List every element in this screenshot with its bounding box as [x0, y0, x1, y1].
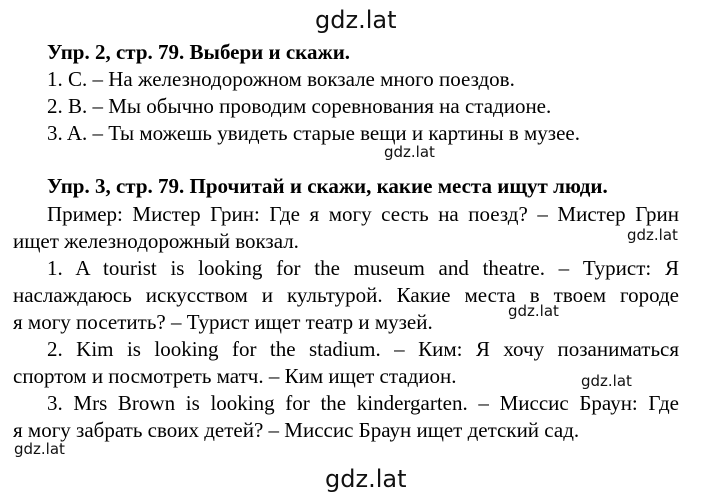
- exercise-2-heading: Упр. 2, стр. 79. Выбери и скажи.: [47, 40, 351, 64]
- exercise-3-line: 2. Kim is looking for the stadium. – Ким: Я хочу позаниматься: [47, 337, 679, 361]
- watermark: gdz.lat: [14, 440, 65, 458]
- watermark-bottom: gdz.lat: [325, 465, 407, 493]
- exercise-3-line: спортом и посмотреть матч. – Ким ищет стадион.: [13, 364, 457, 388]
- exercise-2-line: 3. A. – Ты можешь увидеть старые вещи и картины в музее.: [47, 121, 580, 145]
- exercise-3-line: я могу посетить? – Турист ищет театр и музей.: [13, 310, 433, 334]
- watermark: gdz.lat: [508, 302, 559, 320]
- exercise-2-line: 2. B. – Мы обычно проводим соревнования на стадионе.: [47, 94, 552, 118]
- exercise-2-line: 1. C. – На железнодорожном вокзале много поездов.: [47, 67, 515, 91]
- exercise-3-line: 1. A tourist is looking for the museum and theatre. – Турист: Я: [47, 256, 679, 280]
- exercise-3-line: наслаждаюсь искусством и культурой. Какие места в твоем городе: [13, 283, 679, 307]
- watermark: gdz.lat: [627, 226, 678, 244]
- watermark: gdz.lat: [384, 143, 435, 161]
- exercise-3-line: ищет железнодорожный вокзал.: [13, 229, 299, 253]
- exercise-3-line: 3. Mrs Brown is looking for the kindergarten. – Миссис Браун: Где: [47, 391, 679, 415]
- exercise-3-line: я могу забрать своих детей? – Миссис Браун ищет детский сад.: [13, 418, 580, 442]
- watermark-top: gdz.lat: [315, 6, 397, 34]
- watermark: gdz.lat: [581, 372, 632, 390]
- exercise-3-heading: Упр. 3, стр. 79. Прочитай и скажи, какие места ищут люди.: [47, 174, 608, 198]
- exercise-3-line: Пример: Мистер Грин: Где я могу сесть на поезд? – Мистер Грин: [47, 202, 679, 226]
